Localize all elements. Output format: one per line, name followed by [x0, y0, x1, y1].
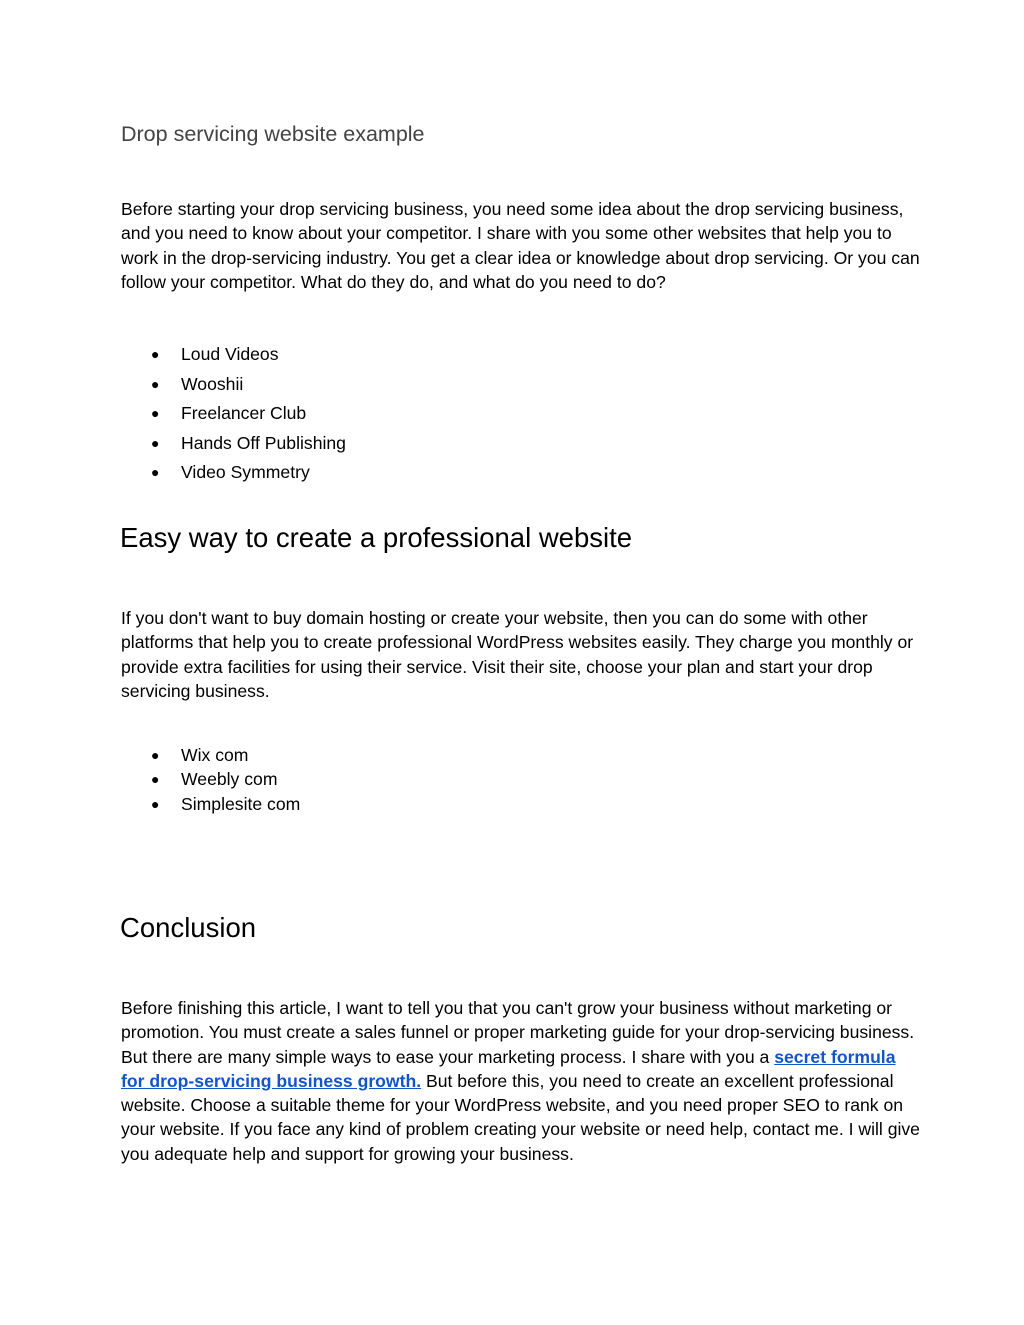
- heading-drop-servicing-example: Drop servicing website example: [121, 122, 425, 146]
- list-item: ● Wooshii: [121, 370, 346, 400]
- list-item: ● Loud Videos: [121, 340, 346, 370]
- bullet-icon: ●: [151, 405, 160, 422]
- list-item: ● Simplesite com: [121, 792, 300, 816]
- paragraph-platforms: If you don't want to buy domain hosting or create your website, then you can do some with other platforms that help you to create professional WordPress websites easily. They charge you monthly or provide extra facilities for using their service. Visit their site, choose your plan and start your drop servicing business.: [121, 608, 914, 701]
- heading-easy-way: Easy way to create a professional website: [120, 522, 633, 553]
- website-example-list: [121, 340, 346, 488]
- list-item: ● Freelancer Club: [121, 399, 346, 429]
- list-item: ● Wix com: [121, 743, 300, 767]
- bullet-icon: ●: [151, 434, 160, 451]
- list-item: ● Weebly com: [121, 767, 300, 791]
- bullet-icon: ●: [151, 747, 160, 763]
- platform-list: [121, 743, 300, 816]
- paragraph-conclusion: Before finishing this article, I want to tell you that you can't grow your business without marketing or promotion. You must create a sales funnel or proper marketing guide for your drop-servicing business. But there are many simple ways to ease your marketing process. I share with you a secret formula for drop-servicing business growth. But before this, you need to create an excellent professional website. Choose a suitable theme for your WordPress website, and you need proper SEO to rank on your website. If you face any kind of problem creating your website or need help, contact me. I will give you adequate help and support for growing your business.: [121, 998, 920, 1164]
- list-item: ● Hands Off Publishing: [121, 429, 346, 459]
- growth-formula-link[interactable]: secret formula for drop-servicing business growth.: [121, 1046, 896, 1091]
- bullet-icon: ●: [151, 375, 160, 392]
- bullet-icon: ●: [151, 346, 160, 362]
- heading-conclusion: Conclusion: [120, 912, 257, 943]
- list-item: ● Video Symmetry: [121, 458, 346, 488]
- bullet-icon: ●: [151, 771, 160, 788]
- bullet-icon: ●: [151, 464, 160, 481]
- bullet-icon: ●: [151, 795, 160, 812]
- paragraph-intro: Before starting your drop servicing business, you need some idea about the drop servicing business, and you need to know about your competitor. I share with you some other websites that help you to work in the drop-servicing industry. You get a clear idea or knowledge about drop servicing. Or you can follow your competitor. What do they do, and what do you need to do?: [121, 199, 920, 292]
